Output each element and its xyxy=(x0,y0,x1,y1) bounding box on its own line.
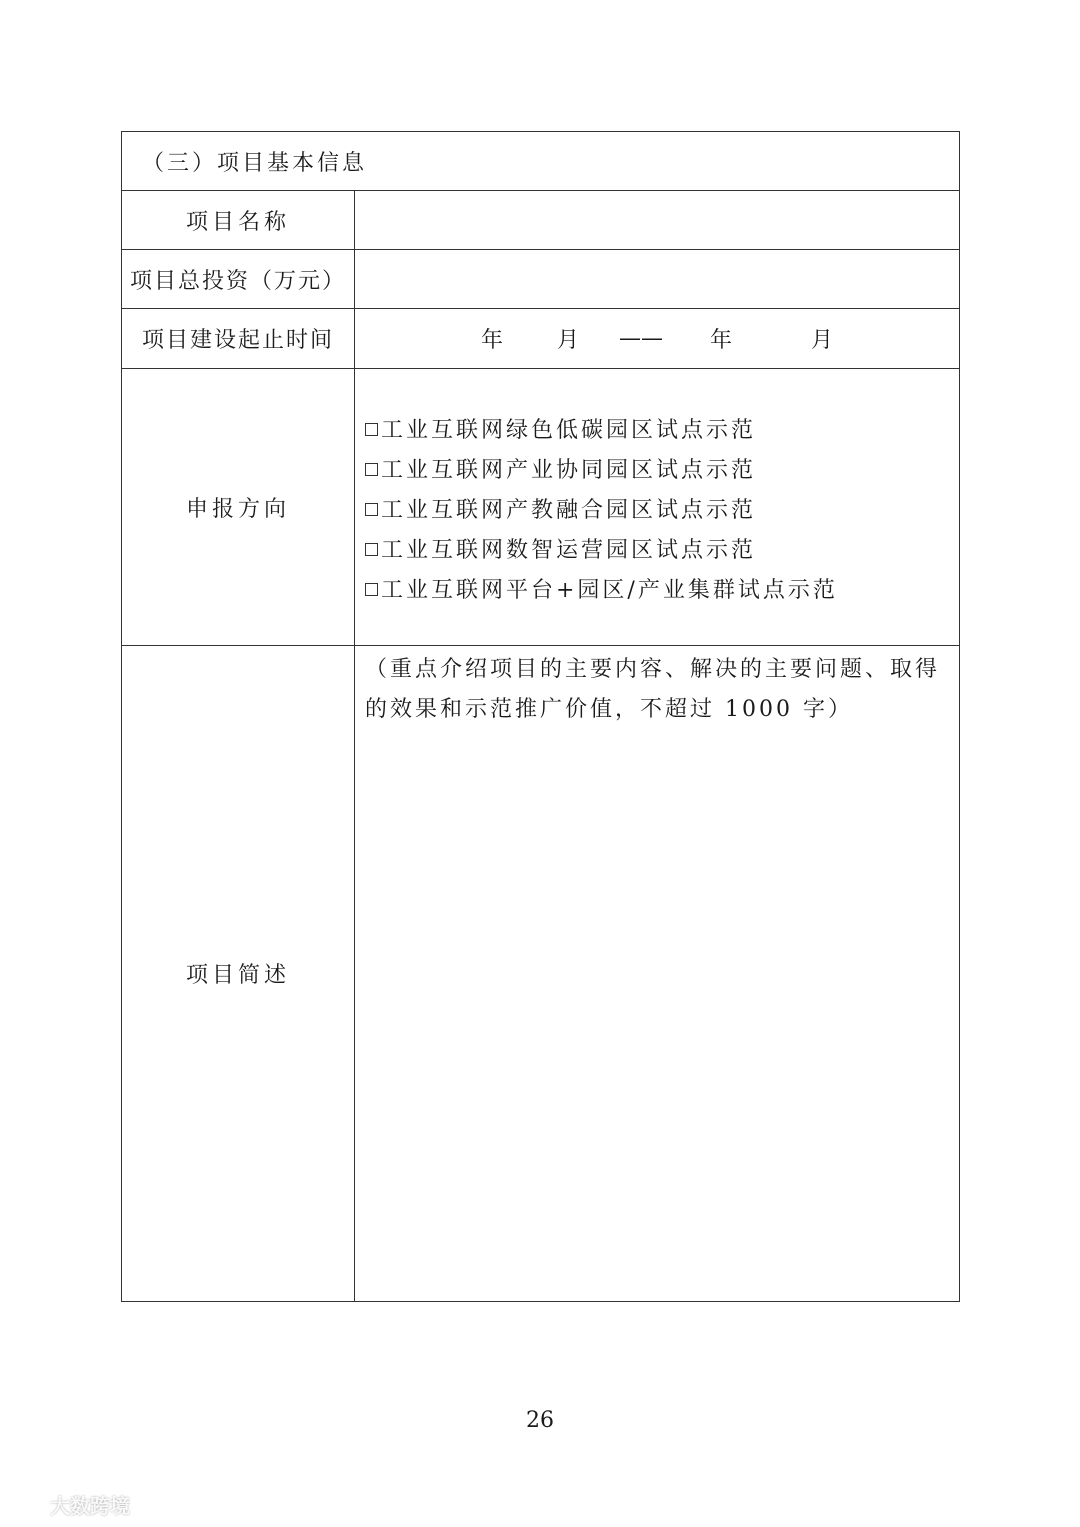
end-year-unit: 年 xyxy=(710,328,733,353)
construction-period-row xyxy=(122,309,959,369)
direction-option[interactable]: 工业互联网数智运营园区试点示范 xyxy=(365,531,838,571)
checkbox-icon[interactable] xyxy=(365,503,378,516)
project-name-row xyxy=(122,191,959,250)
application-direction-label: 申报方向 xyxy=(122,369,355,645)
watermark xyxy=(10,1490,130,1519)
application-direction-options xyxy=(355,369,959,645)
project-summary-row xyxy=(122,646,959,1301)
watermark-text: 大数跨境 xyxy=(50,1494,130,1518)
total-investment-label: 项目总投资（万元） xyxy=(122,250,355,308)
project-name-label: 项目名称 xyxy=(122,191,355,249)
checkbox-icon[interactable] xyxy=(365,543,378,556)
project-summary-label: 项目简述 xyxy=(122,646,355,1301)
project-summary-field[interactable] xyxy=(355,646,959,1301)
end-month-unit: 月 xyxy=(811,328,834,353)
range-dash: —— xyxy=(619,326,663,351)
direction-option[interactable]: 工业互联网平台+园区/产业集群试点示范 xyxy=(365,571,838,611)
start-year-unit: 年 xyxy=(481,328,504,353)
project-info-table xyxy=(121,131,960,1302)
total-investment-row xyxy=(122,250,959,309)
start-month-unit: 月 xyxy=(557,328,580,353)
checkbox-icon[interactable] xyxy=(365,423,378,436)
direction-option[interactable]: 工业互联网绿色低碳园区试点示范 xyxy=(365,411,838,451)
direction-option[interactable]: 工业互联网产业协同园区试点示范 xyxy=(365,451,838,491)
section-header-row xyxy=(122,132,959,191)
application-direction-row xyxy=(122,369,959,646)
project-summary-note: （重点介绍项目的主要内容、解决的主要问题、取得的效果和示范推广价值，不超过 1000 字） xyxy=(365,657,941,722)
page-number: 26 xyxy=(526,1408,554,1433)
direction-option[interactable]: 工业互联网产教融合园区试点示范 xyxy=(365,491,838,531)
section-title: （三）项目基本信息 xyxy=(142,150,368,176)
construction-period-label: 项目建设起止时间 xyxy=(122,309,355,368)
project-name-field[interactable] xyxy=(355,191,959,249)
total-investment-field[interactable] xyxy=(355,250,959,308)
checkbox-icon[interactable] xyxy=(365,463,378,476)
brand-logo-icon xyxy=(10,1494,44,1516)
construction-period-field[interactable] xyxy=(355,309,959,368)
checkbox-icon[interactable] xyxy=(365,583,378,596)
